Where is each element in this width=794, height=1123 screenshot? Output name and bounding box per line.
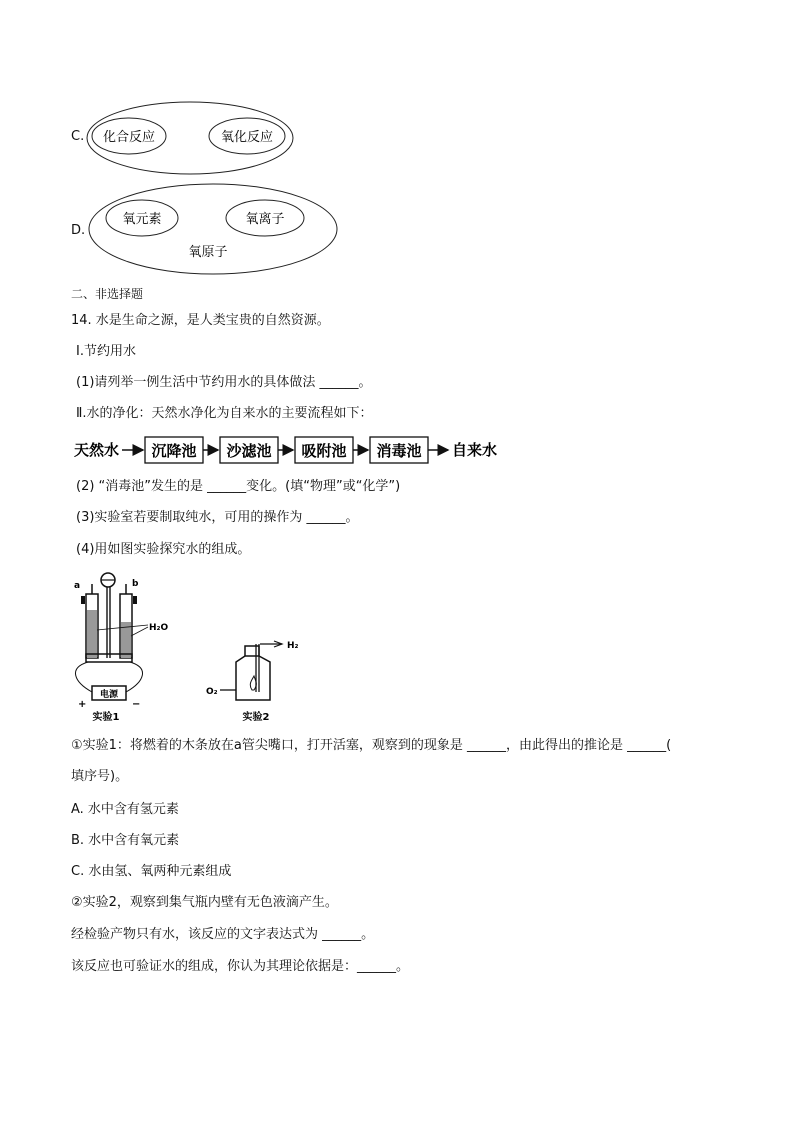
- option-c-right-label: 氧化反应: [220, 130, 274, 145]
- choice-b: B. 水中含有氧元素: [71, 833, 180, 848]
- sub2-question-1: 经检验产物只有水，该反应的文字表达式为 ______。: [71, 927, 375, 942]
- fig1-minus: −: [132, 699, 141, 710]
- experiment-1-figure: [66, 570, 186, 724]
- sub2-question-2: 该反应也可验证水的组成，你认为其理论依据是：______。: [71, 959, 410, 974]
- option-d-diagram: [86, 181, 342, 279]
- flow-step-3: 吸附池: [301, 442, 347, 460]
- fig2-caption: 实验2: [242, 712, 270, 723]
- fig1-power-label: 电源: [99, 690, 119, 700]
- part1-title: Ⅰ.节约用水: [76, 344, 136, 359]
- fig1-plus: +: [78, 699, 87, 710]
- option-c-letter: C.: [71, 129, 85, 144]
- option-d-letter: D.: [71, 223, 86, 238]
- option-d-outer-label: 氧原子: [188, 245, 228, 260]
- flow-step-5: 自来水: [452, 441, 498, 459]
- q3-text: (3)实验室若要制取纯水，可用的操作为 ______。: [76, 510, 359, 525]
- q4-text: (4)用如图实验探究水的组成。: [76, 542, 251, 557]
- flow-step-1: 沉降池: [151, 442, 197, 460]
- option-d-right-label: 氧离子: [245, 212, 285, 227]
- part1-question: (1)请列举一例生活中节约用水的具体做法 ______。: [76, 375, 372, 390]
- option-d-outer-ellipse: [89, 184, 337, 274]
- section-title: 二、非选择题: [71, 287, 144, 301]
- experiment-2-figure: [200, 632, 310, 724]
- option-c-diagram: [84, 98, 296, 178]
- fig1-caption: 实验1: [92, 712, 120, 723]
- option-d-left-label: 氧元素: [122, 212, 162, 227]
- option-c-left-label: 化合反应: [102, 130, 156, 145]
- fig2-o2-label: O₂: [206, 687, 218, 697]
- flow-step-4: 消毒池: [376, 442, 422, 460]
- q2-text: (2) “消毒池”发生的是 ______变化。(填“物理”或“化学”): [76, 479, 401, 494]
- part2-title: Ⅱ.水的净化：天然水净化为自来水的主要流程如下：: [76, 406, 373, 421]
- fig1-label-b: b: [132, 579, 139, 589]
- sub1-line1: ①实验1：将燃着的木条放在a管尖嘴口，打开活塞，观察到的现象是 ______，由此得出的推论是 ______(: [71, 738, 672, 753]
- fig1-label-a: a: [74, 581, 81, 591]
- q14-stem: 14. 水是生命之源，是人类宝贵的自然资源。: [71, 313, 330, 328]
- purification-flow-diagram: [70, 428, 510, 470]
- choice-a: A. 水中含有氢元素: [71, 802, 179, 817]
- flow-step-0: 天然水: [74, 441, 120, 459]
- fig1-water-label: H₂O: [149, 623, 169, 633]
- flow-step-2: 沙滤池: [226, 442, 272, 460]
- sub1-line2: 填序号)。: [71, 769, 129, 784]
- choice-c: C. 水由氢、氧两种元素组成: [71, 864, 232, 879]
- sub2-text: ②实验2，观察到集气瓶内壁有无色液滴产生。: [71, 895, 338, 910]
- fig2-h2-label: H₂: [287, 641, 299, 651]
